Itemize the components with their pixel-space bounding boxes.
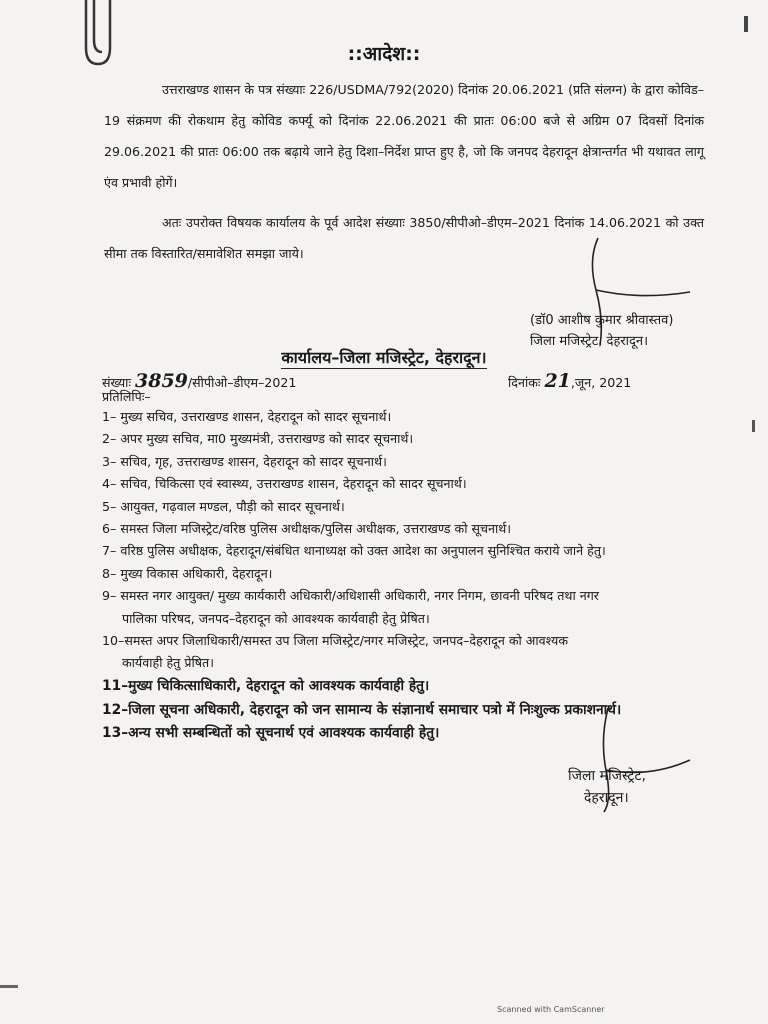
date-handwritten: 21 (544, 370, 571, 392)
list-item: 1– मुख्य सचिव, उत्तराखण्ड शासन, देहरादून को सादर सूचनार्थ। (102, 409, 392, 424)
list-item: 5– आयुक्त, गढ़वाल मण्डल, पौड़ी को सादर सूचनार्थ। (102, 498, 345, 514)
signatory-place-2: देहरादून। (584, 790, 629, 806)
list-item: 4– सचिव, चिकित्सा एवं स्वास्थ्य, उत्तराखण्ड शासन, देहरादून को सादर सूचनार्थ। (102, 476, 467, 492)
signatory-name: (डॉ0 आशीष कुमार श्रीवास्तव) (530, 313, 674, 328)
reference-label: संख्याः (102, 375, 131, 390)
list-item: 6– समस्त जिला मजिस्ट्रेट/वरिष्ठ पुलिस अधीक्षक/पुलिस अधीक्षक, उत्तराखण्ड को सूचनार्थ। (102, 521, 512, 537)
list-item: 10–समस्त अपर जिलाधिकारी/समस्त उप जिला मजिस्ट्रेट/नगर मजिस्ट्रेट, जनपद–देहरादून को आवश्यक कार्यवाही हेतु प्रेषित। (102, 633, 568, 671)
office-heading (0, 346, 768, 368)
signature-block-2 (568, 765, 646, 809)
order-title: ::आदेश:: (347, 43, 421, 65)
list-item: 13–अन्य सभी सम्बन्धितों को सूचनार्थ एवं आवश्यक कार्यवाही हेतु। (102, 725, 440, 742)
order-paragraph-2: अतः उपरोक्त विषयक कार्यालय के पूर्व आदेश संख्याः 3850/सीपीओ–डीएम–2021 दिनांक 14.06.2021 को उक्त सीमा तक विस्तारित/समावेशित समझा जाये। (104, 215, 704, 261)
reference-number-handwritten: 3859 (135, 370, 188, 392)
copy-list (102, 406, 722, 746)
date-label: दिनांकः (508, 375, 541, 390)
scanner-watermark: Scanned with CamScanner (497, 1005, 605, 1014)
date-rest: ,जून, 2021 (570, 375, 632, 390)
signatory-designation: जिला मजिस्ट्रेट, देहरादून। (530, 334, 649, 349)
order-paragraph-1: उत्तराखण्ड शासन के पत्र संख्याः 226/USDMA/792(2020) दिनांक 20.06.2021 (प्रति संलग्न) के द्वारा कोविड–19 संक्रमण की रोकथाम हेतु कोविड कर्फ्यू को दिनांक 22.06.2021 की प्रातः 06:00 बजे से अग्रिम 07 दिवसों दिनांक 29.06.2021 की प्रातः 06:00 तक बढ़ाये जाने हेतु दिशा–निर्देश प्राप्त हुए है, जो कि जनपद देहरादून क्षेत्रान्तर्गत भी यथावत लागू एंव प्रभावी होगें। (104, 82, 704, 190)
list-item: 7– वरिष्ठ पुलिस अधीक्षक, देहरादून/संबंधित थानाध्यक्ष को उक्त आदेश का अनुपालन सुनिश्चित कराये जाने हेतु। (102, 543, 606, 559)
list-item: 12–जिला सूचना अधिकारी, देहरादून को जन सामान्य के संज्ञानार्थ समाचार पत्रो में निःशुल्क प्रकाशनार्थ। (102, 701, 622, 718)
list-item: 8– मुख्य विकास अधिकारी, देहरादून। (102, 565, 273, 581)
reference-suffix: /सीपीओ–डीएम–2021 (187, 375, 297, 390)
reference-date (508, 370, 631, 392)
list-item: 11–मुख्य चिकित्साधिकारी, देहरादून को आवश्यक कार्यवाही हेतु। (102, 677, 430, 694)
signatory-designation-2: जिला मजिस्ट्रेट, (568, 768, 646, 784)
list-item: 2– अपर मुख्य सचिव, मा0 मुख्यमंत्री, उत्तराखण्ड को सादर सूचनार्थ। (102, 431, 414, 447)
copy-heading: प्रतिलिपिः– (102, 389, 151, 404)
list-item: 3– सचिव, गृह, उत्तराखण्ड शासन, देहरादून को सादर सूचनार्थ। (102, 453, 387, 469)
list-item: 9– समस्त नगर आयुक्त/ मुख्य कार्यकारी अधिकारी/अधिशासी अधिकारी, नगर निगम, छावनी परिषद तथा नगर पालिका परिषद, जनपद–देहरादून को आवश्यक कार्यवाही हेतु प्रेषित। (102, 588, 599, 626)
office-heading-text: कार्यालय–जिला मजिस्ट्रेट, देहरादून। (281, 348, 487, 367)
